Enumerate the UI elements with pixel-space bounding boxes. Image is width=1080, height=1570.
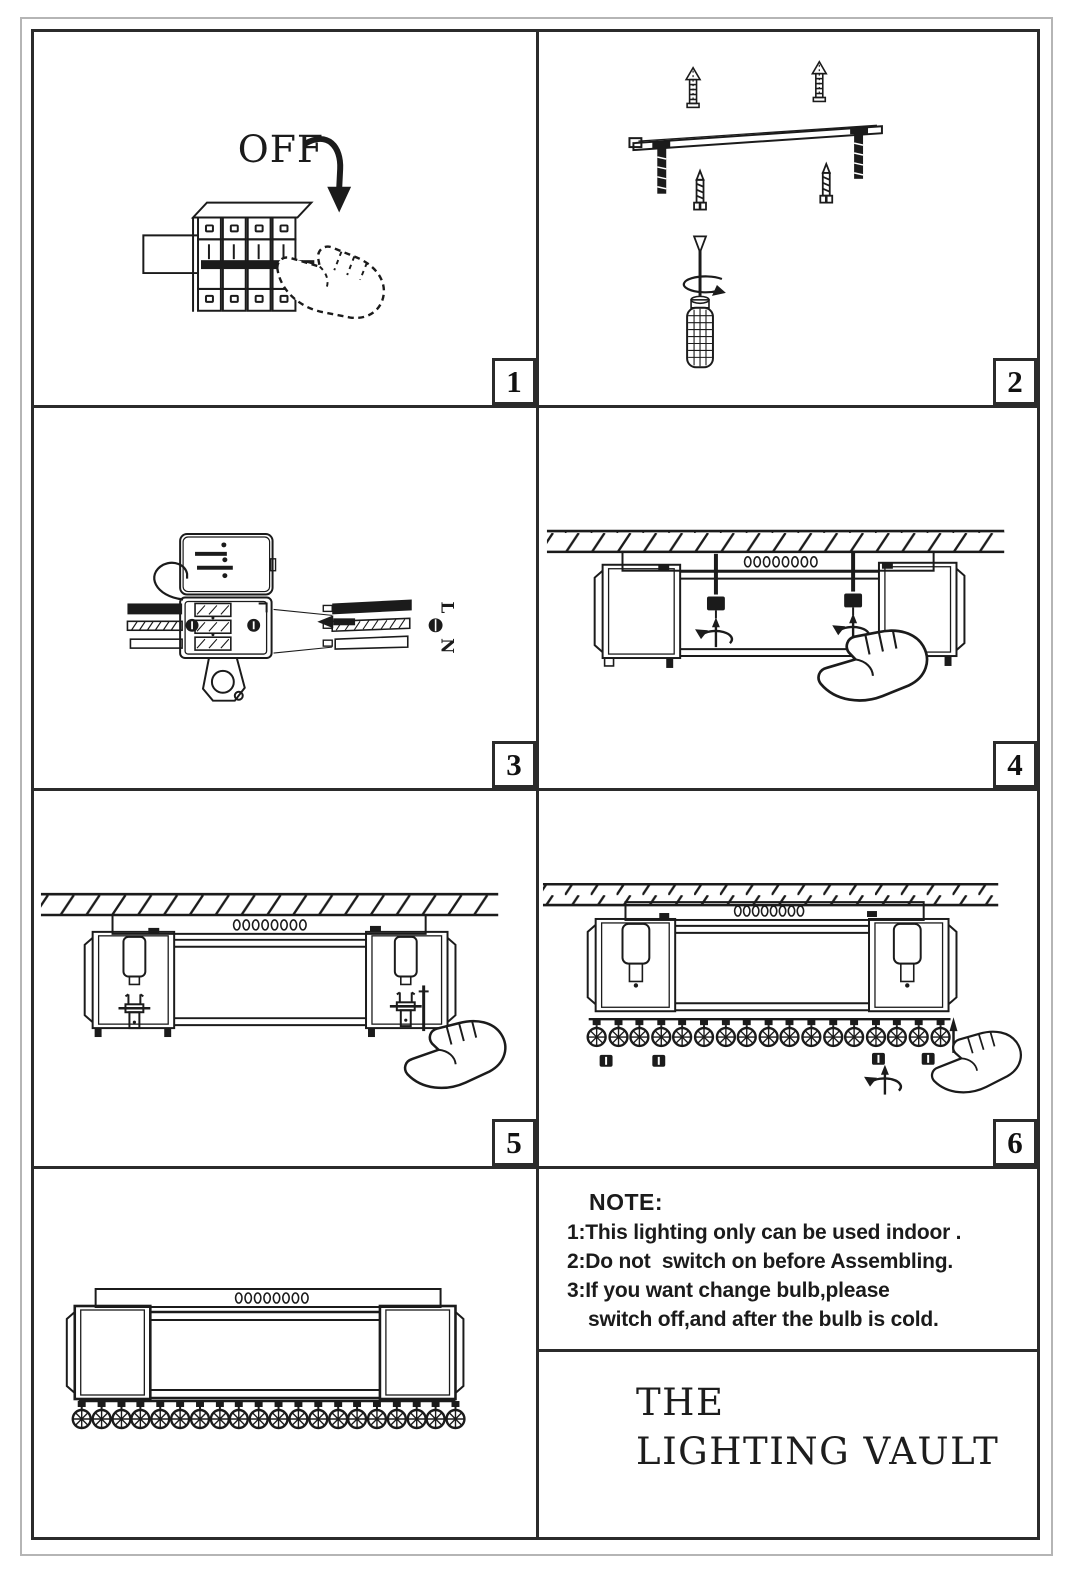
lamp-socket	[123, 937, 416, 985]
bracket-holes	[236, 1293, 308, 1303]
panel-number-2: 2	[993, 358, 1037, 405]
fixture-frame	[67, 1306, 464, 1399]
hand-press-icon	[272, 240, 390, 322]
brand-line-1: THE	[636, 1381, 725, 1424]
panel-number-3: 3	[492, 741, 536, 788]
panel-number-5: 5	[492, 1119, 536, 1166]
panel-1-switch-off	[34, 32, 539, 408]
panel7-illustration	[34, 1169, 536, 1537]
ceiling	[41, 894, 498, 915]
bracket-holes	[735, 906, 804, 916]
twist-arrow-icon	[864, 1065, 901, 1095]
panel-number-1: 1	[492, 358, 536, 405]
note-line-4: switch off,and after the bulb is cold.	[588, 1308, 939, 1331]
note-line-1: 1:This lighting only can be used indoor .	[567, 1221, 962, 1244]
panel-5-sockets	[34, 791, 539, 1169]
lock-nut	[707, 597, 725, 611]
lock-nut	[844, 594, 862, 608]
screw-icon	[820, 164, 832, 203]
spare-beads	[600, 1053, 935, 1067]
bracket-holes	[745, 557, 817, 567]
mount-clip-icon	[390, 992, 422, 1026]
panel-7-finished-fixture	[34, 1169, 539, 1537]
panel5-illustration	[34, 791, 536, 1166]
din-rail	[143, 235, 197, 273]
hand-icon	[808, 612, 935, 719]
bracket-plate	[96, 1289, 441, 1307]
panel-3-wiring	[34, 408, 539, 791]
breaker-bottom-row	[198, 289, 295, 311]
panel-number-6: 6	[993, 1119, 1037, 1166]
breaker-top-row	[198, 218, 295, 240]
mount-clip-icon	[118, 994, 150, 1028]
off-label: OFF	[237, 126, 325, 171]
panel1-illustration	[34, 32, 536, 405]
house-wires	[127, 563, 187, 648]
panel2-illustration	[539, 32, 1037, 405]
screwdriver-icon	[684, 236, 726, 367]
screw-icon	[694, 171, 706, 210]
brand-line-2: LIGHTING VAULT	[636, 1430, 1000, 1473]
live-wire-label: L	[437, 601, 458, 614]
brand-panel	[539, 1352, 1037, 1537]
crystal-row	[588, 1019, 950, 1046]
panel-2-hardware	[539, 32, 1037, 408]
crystal-row	[73, 1401, 465, 1428]
note-line-3: 3:If you want change bulb,please	[567, 1279, 890, 1302]
note-title: NOTE:	[589, 1189, 664, 1215]
junction-box-cover	[180, 534, 275, 595]
terminal-box	[180, 598, 271, 659]
panel-4-hang-frame	[539, 408, 1037, 791]
wall-anchor-icon	[812, 62, 826, 102]
panel3-illustration	[34, 408, 536, 788]
instruction-grid	[31, 29, 1040, 1540]
note-line-2: 2:Do not switch on before Assembling.	[567, 1250, 953, 1273]
bracket-holes	[234, 920, 306, 930]
twist-arrow-icon	[695, 617, 732, 647]
panel4-illustration	[539, 408, 1037, 788]
note-panel	[539, 1169, 1037, 1352]
earth-symbol	[429, 618, 443, 632]
hand-icon	[395, 1003, 514, 1106]
panel-number-4: 4	[993, 741, 1037, 788]
panel-6-bulbs-crystals	[539, 791, 1037, 1169]
ceiling	[547, 531, 1004, 552]
neutral-wire-label: N	[437, 638, 458, 654]
info-column	[539, 1169, 1037, 1537]
panel6-illustration	[539, 791, 1037, 1166]
wall-anchor-icon	[686, 68, 700, 108]
strain-relief-strap	[203, 658, 245, 701]
fixture-cables	[317, 599, 411, 649]
